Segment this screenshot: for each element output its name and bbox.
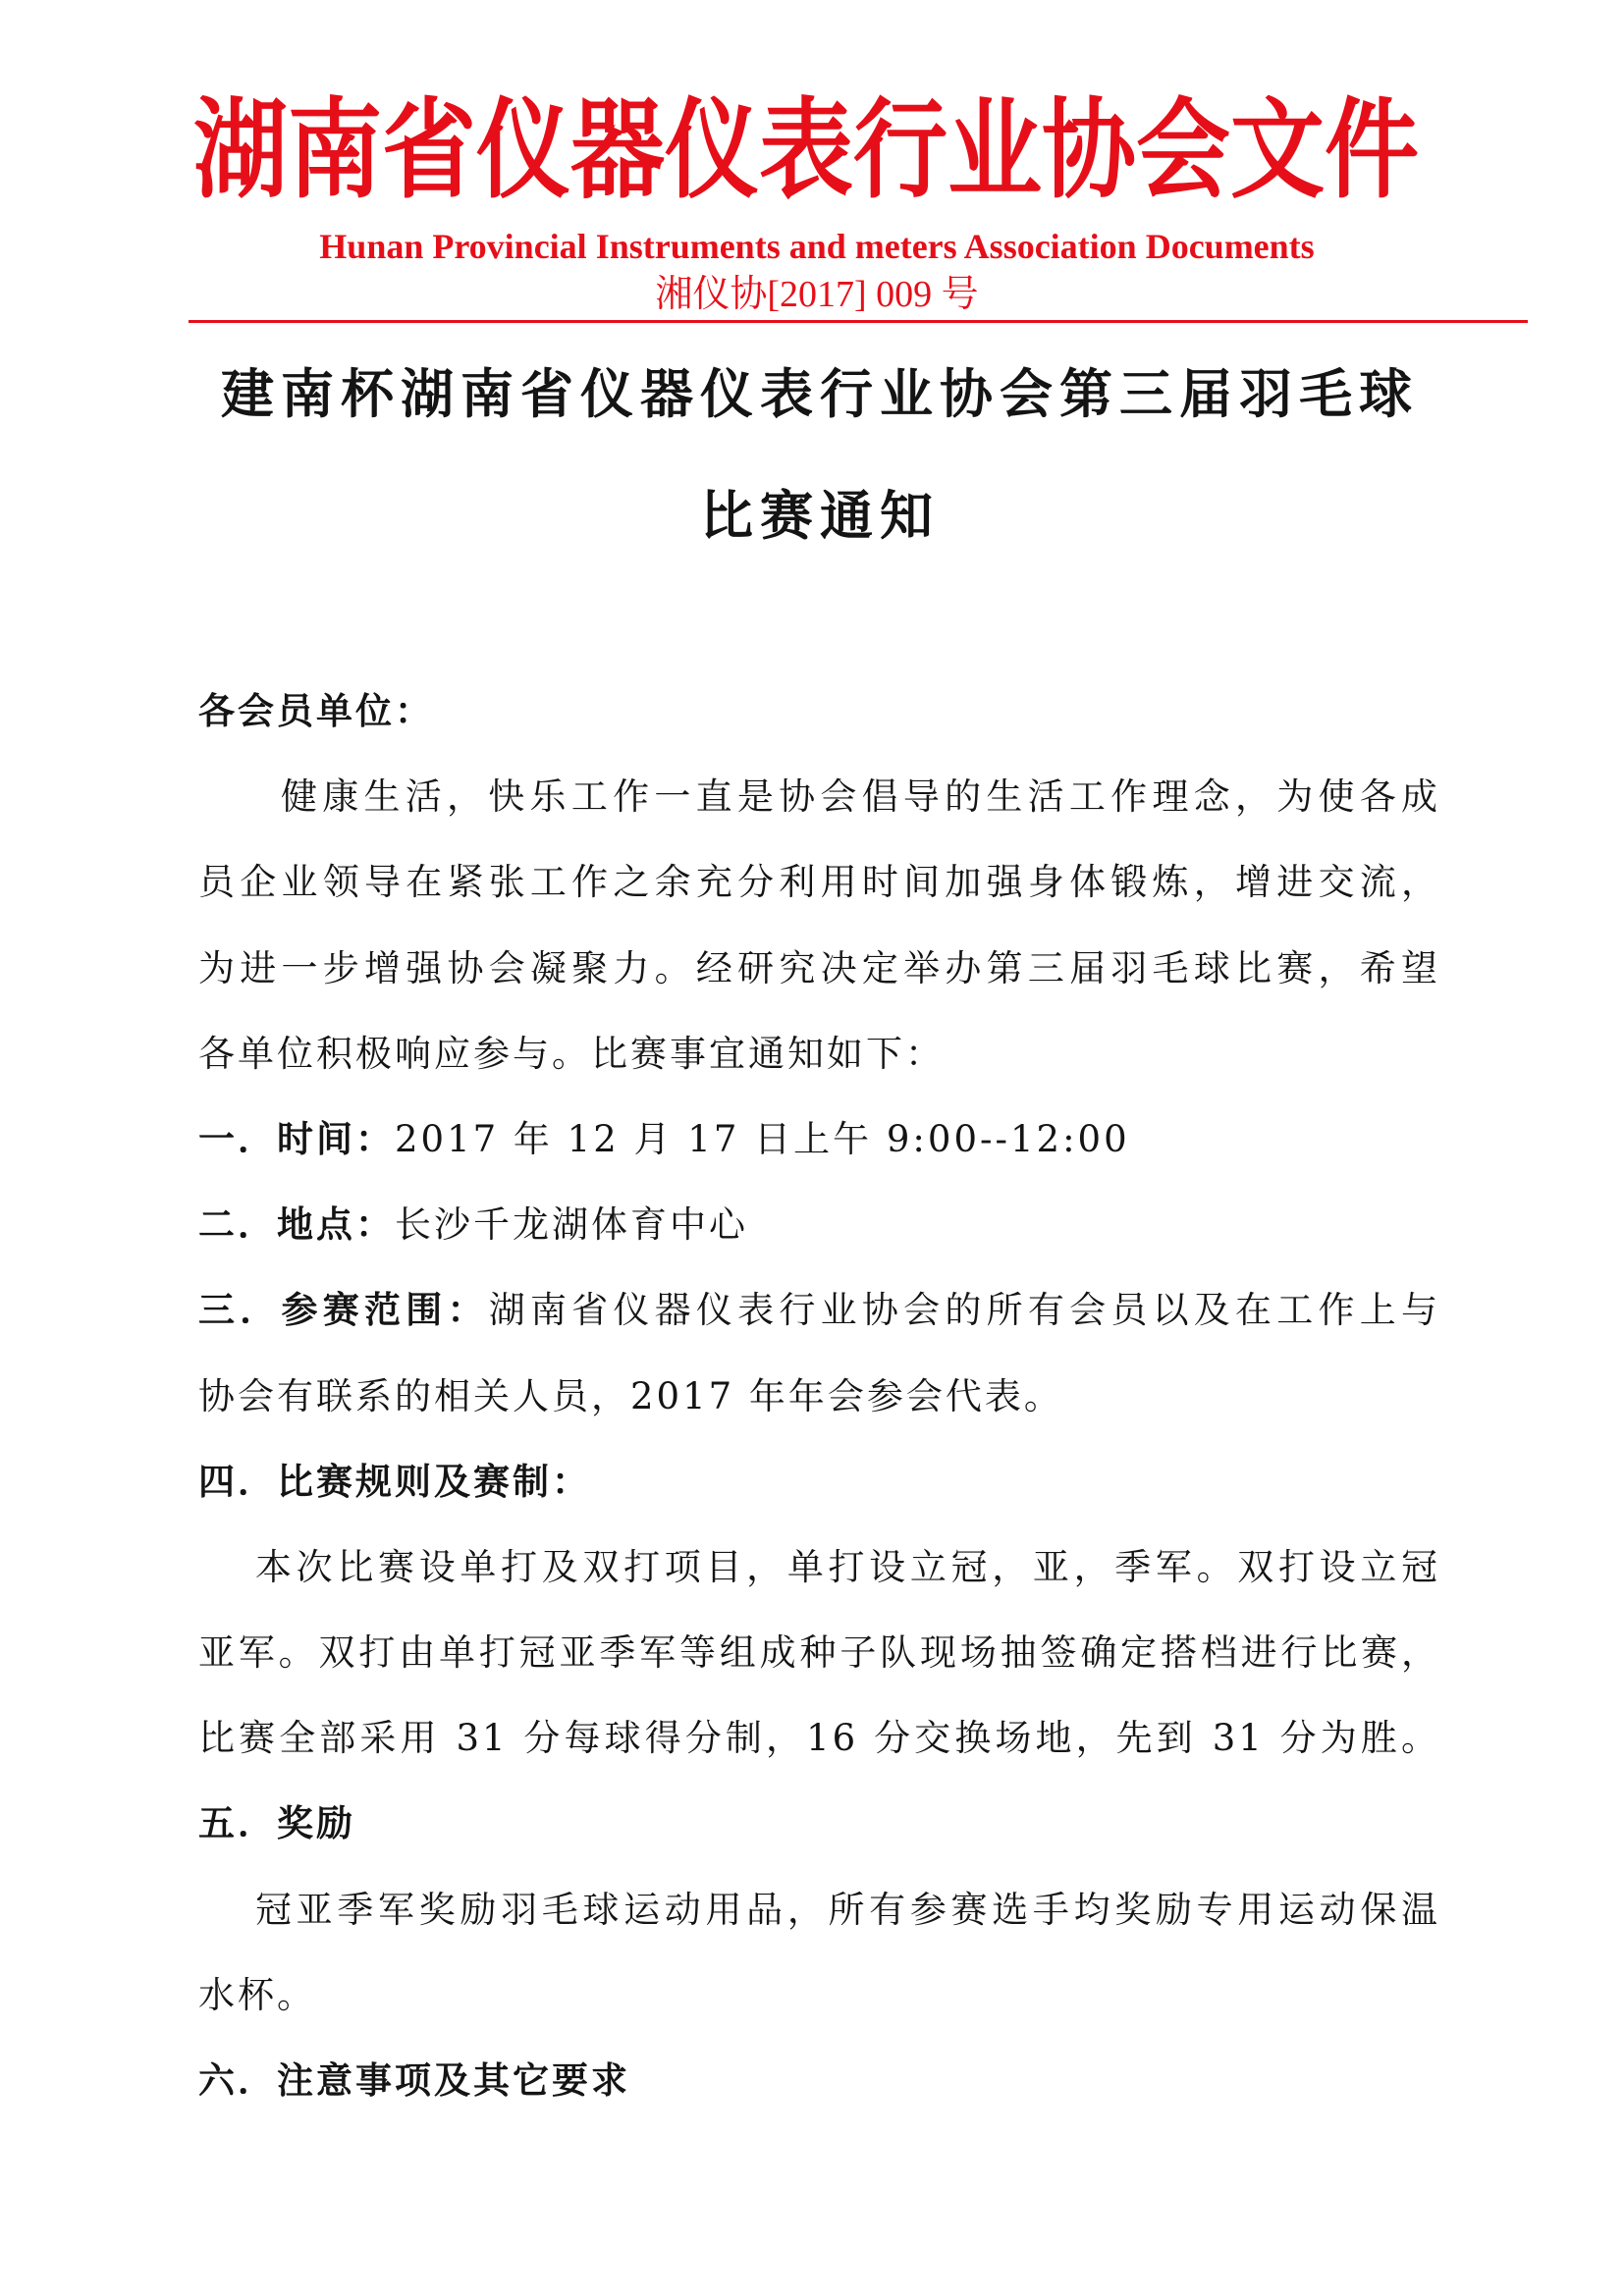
intro-line: 员企业领导在紧张工作之余充分利用时间加强身体锻炼，增进交流，: [198, 861, 1440, 904]
letterhead-divider: [189, 320, 1528, 323]
venue-item: [198, 1182, 1440, 1267]
venue-heading: 二．地点：: [198, 1202, 395, 1247]
awards-line: 冠亚季军奖励羽毛球运动用品，所有参赛选手均奖励专用运动保温: [255, 1888, 1440, 1931]
letterhead-english-title: Hunan Provincial Instruments and meters Association Documents: [319, 227, 1315, 266]
document-number: 湘仪协[2017] 009 号: [655, 274, 979, 315]
rules-line: 本次比赛设单打及双打项目，单打设立冠，亚，季军。双打设立冠: [255, 1545, 1440, 1588]
scope-item: [198, 1267, 1440, 1353]
scope-heading: 三．参赛范围：: [198, 1288, 489, 1332]
scope-text: 协会有联系的相关人员，2017 年年会参会代表。: [198, 1374, 1063, 1417]
salutation: 各会员单位：: [198, 689, 434, 732]
rules-line: 比赛全部采用 31 分每球得分制，16 分交换场地，先到 31 分为胜。: [198, 1717, 1440, 1760]
letterhead-title: 湖南省仪器仪表行业协会文件: [193, 89, 1419, 211]
venue-text: 长沙千龙湖体育中心: [395, 1203, 748, 1247]
notes-heading: 六．注意事项及其它要求: [198, 2058, 630, 2102]
notice-title-line-1: 建南杯湖南省仪器仪表行业协会第三届羽毛球: [221, 362, 1419, 425]
awards-heading: 五．奖励: [198, 1801, 355, 1845]
rules-heading: 四．比赛规则及赛制：: [198, 1459, 591, 1503]
time-text: 2017 年 12 月 17 日上午 9:00--12:00: [395, 1117, 1130, 1160]
notice-title-line-2: 比赛通知: [700, 484, 940, 547]
notice-body: [198, 668, 1440, 2123]
time-item: [198, 1096, 1440, 1182]
time-heading: 一．时间：: [198, 1116, 395, 1160]
intro-line: 健康生活，快乐工作一直是协会倡导的生活工作理念，为使各成: [281, 775, 1440, 819]
scope-text: 湖南省仪器仪表行业协会的所有会员以及在工作上与: [488, 1289, 1441, 1332]
rules-line: 亚军。双打由单打冠亚季军等组成种子队现场抽签确定搭档进行比赛，: [198, 1631, 1440, 1675]
intro-line: 各单位积极响应参与。比赛事宜通知如下：: [198, 1032, 945, 1075]
intro-line: 为进一步增强协会凝聚力。经研究决定举办第三届羽毛球比赛，希望: [198, 946, 1440, 989]
awards-line: 水杯。: [198, 1973, 316, 2016]
